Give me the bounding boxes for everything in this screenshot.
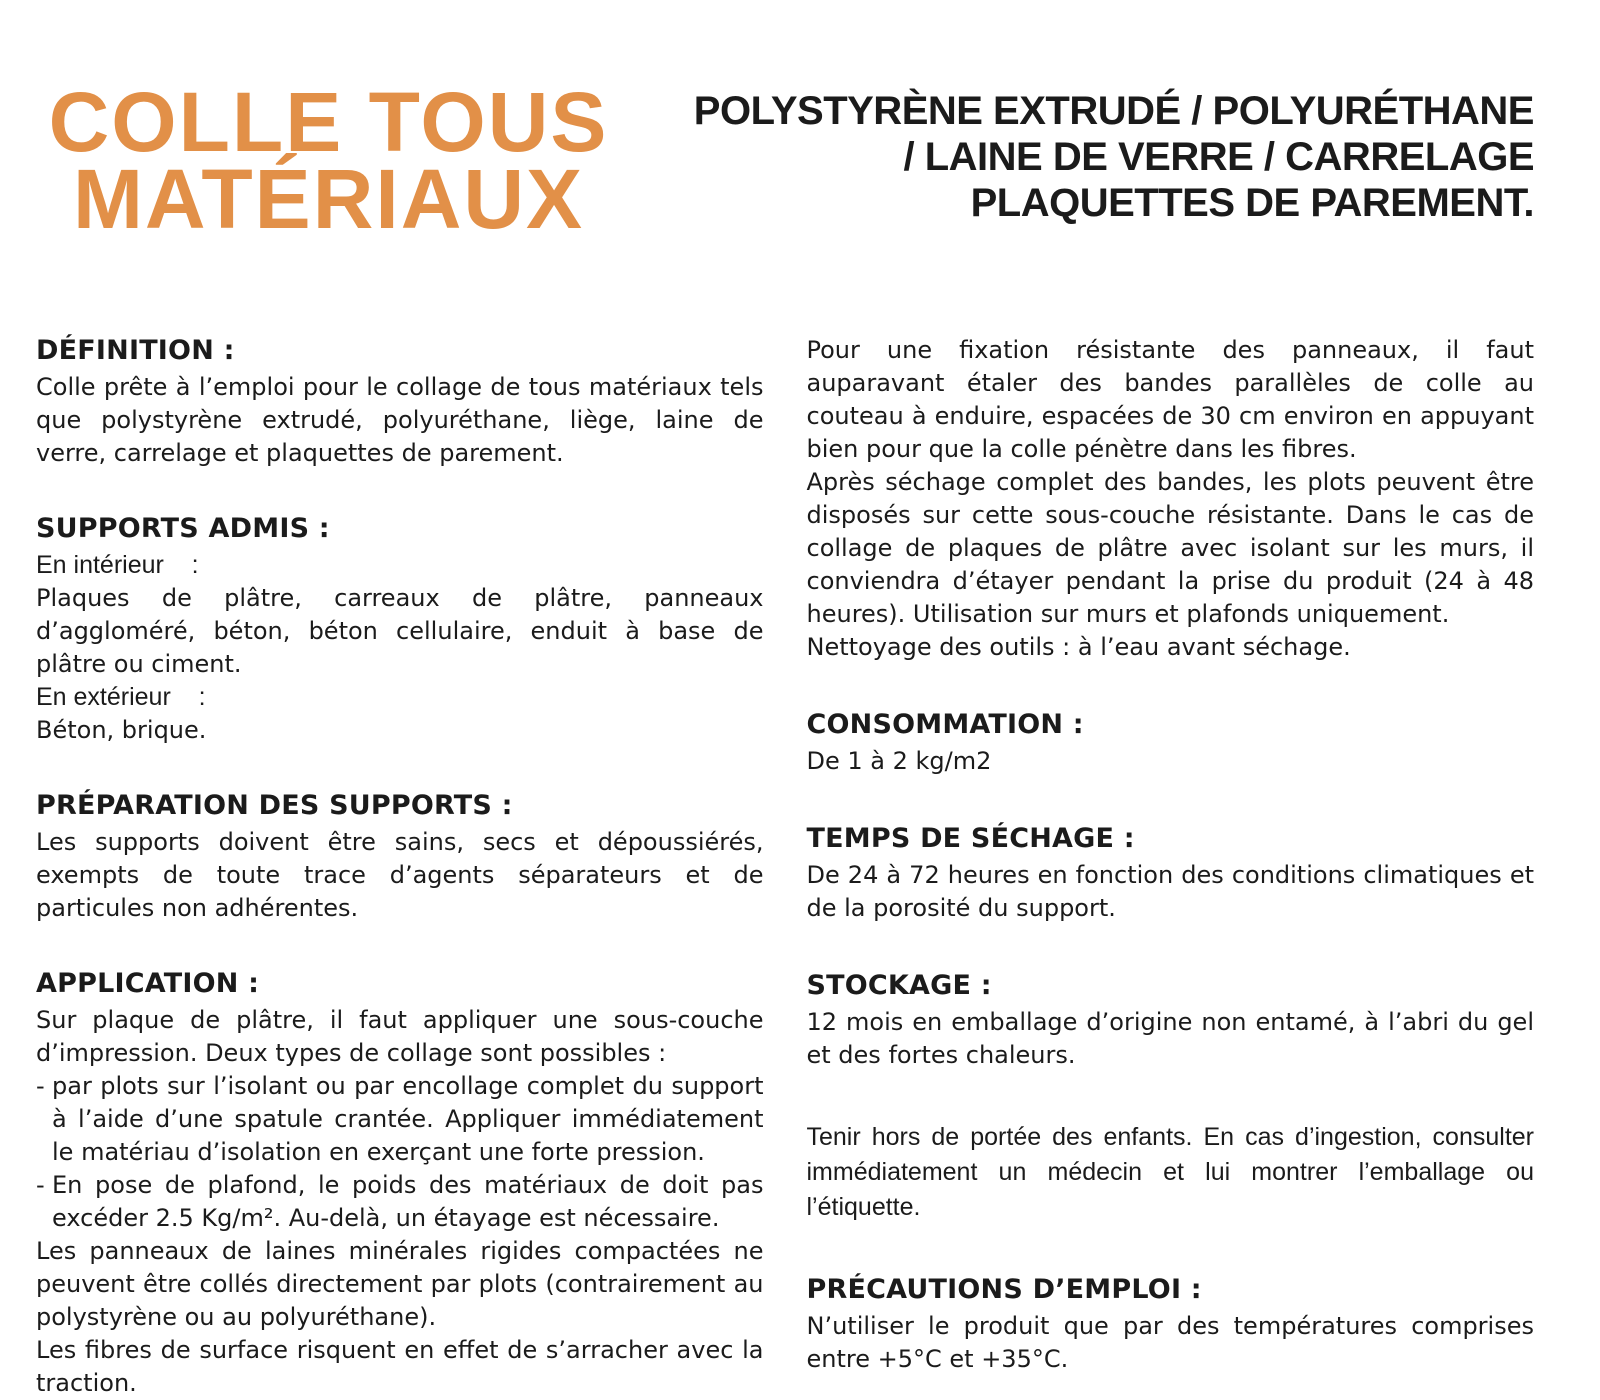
column-left xyxy=(36,334,764,1400)
application-para-3: Les fibres de surface risquent en effet de s’arracher avec la traction. xyxy=(36,1336,764,1397)
supports-admis-heading: SUPPORTS ADMIS : xyxy=(36,513,330,544)
section-fixation xyxy=(807,334,1535,664)
application-bullet-1 xyxy=(36,1070,764,1169)
application-bullet-1-text: par plots sur l’isolant ou par encollage complet du support à l’aide d’une spatule crantée. Appliquer immédiatement le matériau d’isolation en exerçant une forte pression. xyxy=(52,1072,764,1166)
application-bullet-2-text: En pose de plafond, le poids des matériaux de doit pas excéder 2.5 Kg/m². Au-delà, un étayage est nécessaire. xyxy=(52,1171,764,1232)
stockage-heading: STOCKAGE : xyxy=(806,970,992,1001)
definition-heading: DÉFINITION : xyxy=(36,335,235,366)
product-subtitle-line-2: / LAINE DE VERRE / CARRELAGE xyxy=(903,135,1534,179)
application-bullet-2 xyxy=(36,1169,764,1235)
product-subtitle xyxy=(694,88,1534,226)
consommation-heading: CONSOMMATION : xyxy=(806,709,1084,740)
section-warning xyxy=(807,1120,1535,1225)
temps-de-sechage-heading: TEMPS DE SÉCHAGE : xyxy=(806,823,1135,854)
product-title xyxy=(36,75,621,246)
product-subtitle-line-3: PLAQUETTES DE PAREMENT. xyxy=(970,181,1534,225)
supports-interior-body: Plaques de plâtre, carreaux de plâtre, panneaux d’aggloméré, béton, béton cellulaire, enduit à base de plâtre ou ciment. xyxy=(36,584,764,678)
product-title-line-2: MATÉRIAUX xyxy=(72,152,585,246)
bullet-dash: - xyxy=(36,1072,45,1100)
header xyxy=(0,0,1600,246)
temps-de-sechage-body: De 24 à 72 heures en fonction des conditions climatiques et de la porosité du support. xyxy=(806,861,1534,922)
section-consommation xyxy=(807,708,1535,778)
fixation-para-2: Après séchage complet des bandes, les plots peuvent être disposés sur cette sous-couche résistante. Dans le cas de collage de plaques de plâtre avec isolant sur les murs, il conviendra d’étayer pendant la prise du produit (24 à 48 heures). Utilisation sur murs et plafonds uniquement. xyxy=(806,468,1534,628)
section-preparation-des-supports xyxy=(36,789,764,925)
fixation-para-1: Pour une fixation résistante des panneaux, il faut auparavant étaler des bandes parallèles de colle au couteau à enduire, espacées de 30 cm environ en appuyant bien pour que la colle pénètre dans les fibres. xyxy=(806,336,1534,463)
supports-exterior-label: En extérieur : xyxy=(36,683,206,711)
supports-exterior-body: Béton, brique. xyxy=(36,716,207,744)
bullet-dash: - xyxy=(36,1171,45,1199)
section-application xyxy=(36,967,764,1400)
consommation-body: De 1 à 2 kg/m2 xyxy=(806,747,992,775)
preparation-body: Les supports doivent être sains, secs et dépoussiérés, exempts de toute trace d’agents séparateurs et de particules non adhérentes. xyxy=(36,828,764,922)
application-intro: Sur plaque de plâtre, il faut appliquer une sous-couche d’impression. Deux types de collage sont possibles : xyxy=(36,1006,764,1067)
column-right xyxy=(807,334,1535,1400)
content-columns xyxy=(0,334,1600,1400)
section-definition xyxy=(36,334,764,470)
preparation-heading: PRÉPARATION DES SUPPORTS : xyxy=(36,790,513,821)
application-heading: APPLICATION : xyxy=(36,968,260,999)
definition-body: Colle prête à l’emploi pour le collage de tous matériaux tels que polystyrène extrudé, polyuréthane, liège, laine de verre, carrelage et plaquettes de parement. xyxy=(36,373,764,467)
supports-interior-label: En intérieur : xyxy=(36,551,199,579)
section-stockage xyxy=(807,969,1535,1072)
section-precautions-demploi xyxy=(807,1273,1535,1376)
precautions-heading: PRÉCAUTIONS D’EMPLOI : xyxy=(806,1274,1202,1305)
product-title-line-1: COLLE TOUS xyxy=(48,75,609,169)
application-para-2: Les panneaux de laines minérales rigides compactées ne peuvent être collés directement par plots (contrairement au polystyrène ou au polyuréthane). xyxy=(36,1237,764,1331)
section-supports-admis xyxy=(36,512,764,747)
product-subtitle-line-1: POLYSTYRÈNE EXTRUDÉ / POLYURÉTHANE xyxy=(693,89,1534,133)
fixation-para-3: Nettoyage des outils : à l’eau avant séchage. xyxy=(806,633,1351,661)
precautions-body: N’utiliser le produit que par des températures comprises entre +5°C et +35°C. xyxy=(806,1312,1534,1373)
stockage-body: 12 mois en emballage d’origine non entamé, à l’abri du gel et des fortes chaleurs. xyxy=(806,1008,1534,1069)
section-temps-de-sechage xyxy=(807,822,1535,925)
warning-body: Tenir hors de portée des enfants. En cas d’ingestion, consulter immédiatement un médecin et lui montrer l’emballage ou l’étiquette. xyxy=(806,1123,1534,1221)
